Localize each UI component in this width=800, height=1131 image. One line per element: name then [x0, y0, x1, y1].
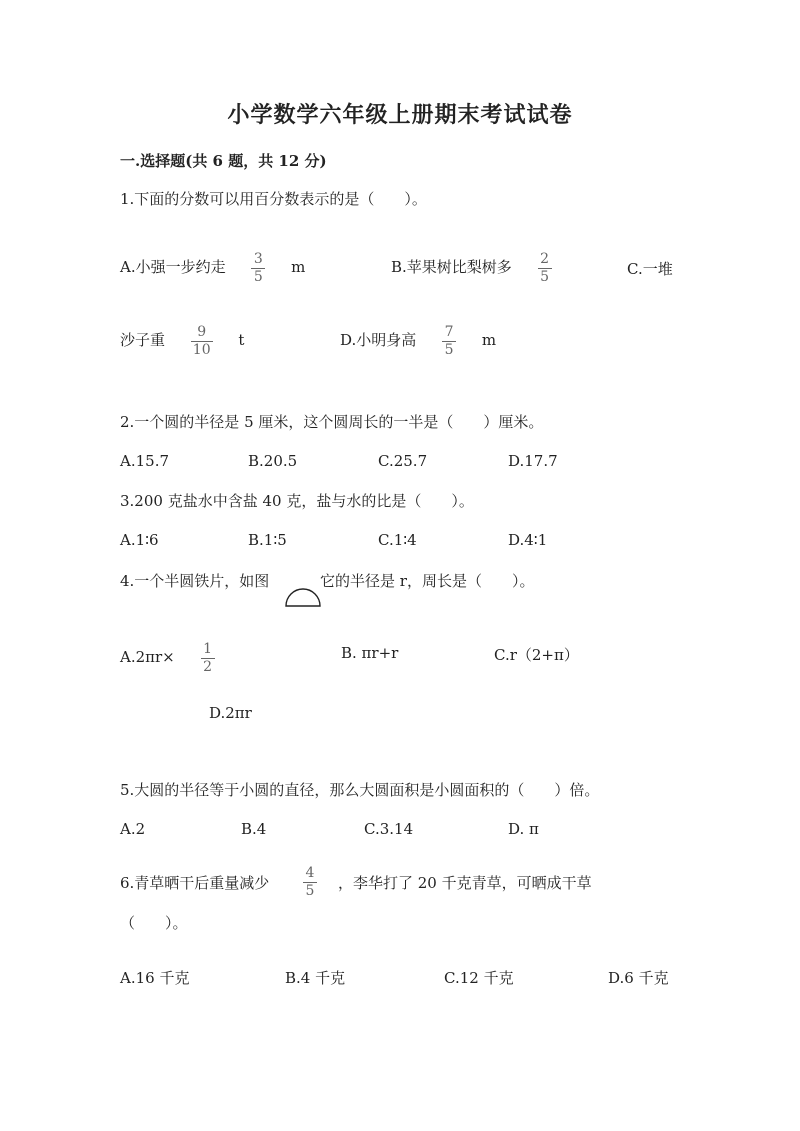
- q1-option-d-denominator: 5: [444, 341, 454, 358]
- q5-option-b[interactable]: B.4: [241, 820, 267, 838]
- q1-option-b-fraction: [539, 252, 551, 284]
- page-title: 小学数学六年级上册期末考试试卷: [227, 102, 573, 128]
- q1-option-b-label: B.苹果树比梨树多: [391, 258, 512, 277]
- q1-option-c-denominator: 10: [192, 341, 211, 358]
- q1-option-b-denominator: 5: [540, 268, 550, 285]
- q4-option-c[interactable]: C.r（2+π）: [494, 646, 579, 664]
- q1-option-a-denominator: 5: [253, 268, 263, 285]
- q3-option-c[interactable]: C.1∶4: [378, 531, 417, 549]
- q6-fraction: [304, 866, 316, 898]
- q1-option-c-fraction: [192, 325, 212, 357]
- q1-option-d-numerator: 7: [444, 324, 454, 340]
- q3-option-b[interactable]: B.1∶5: [248, 531, 287, 549]
- q6-option-a[interactable]: A.16 千克: [120, 969, 190, 987]
- q4-option-d[interactable]: D.2πr: [209, 704, 252, 722]
- q4-stem-part2: 它的半径是 r，周长是（ ）。: [320, 572, 535, 590]
- q4-stem-part1: 4.一个半圆铁片，如图: [120, 572, 270, 590]
- q2-option-a[interactable]: A.15.7: [120, 452, 169, 470]
- q1-option-b-numerator: 2: [540, 251, 550, 267]
- q1-option-d-label: D.小明身高: [340, 331, 417, 350]
- q4-option-b[interactable]: B. πr+r: [341, 644, 399, 662]
- q4-option-a-fraction: [202, 642, 214, 674]
- q3-option-a[interactable]: A.1∶6: [120, 531, 159, 549]
- q6-stem-part1: 6.青草晒干后重量减少: [120, 874, 270, 892]
- q6-option-d[interactable]: D.6 千克: [608, 969, 669, 987]
- section-heading: 一.选择题(共 6 题，共 12 分): [120, 152, 327, 170]
- q1-option-a[interactable]: [120, 252, 305, 284]
- q1-option-a-fraction: [252, 252, 264, 284]
- q1-option-a-label: A.小强一步约走: [120, 258, 226, 277]
- q1-option-c-continued[interactable]: [120, 325, 244, 357]
- q1-option-d-fraction: [443, 325, 455, 357]
- q5-stem: 5.大圆的半径等于小圆的直径，那么大圆面积是小圆面积的（ ）倍。: [120, 781, 600, 799]
- q5-option-c[interactable]: C.3.14: [364, 820, 414, 838]
- q3-stem: 3.200 克盐水中含盐 40 克，盐与水的比是（ ）。: [120, 492, 474, 510]
- q6-option-c[interactable]: C.12 千克: [444, 969, 514, 987]
- q2-stem: 2.一个圆的半径是 5 厘米，这个圆周长的一半是（ ）厘米。: [120, 413, 544, 431]
- q2-option-b[interactable]: B.20.5: [248, 452, 298, 470]
- q5-option-d[interactable]: D. π: [508, 820, 539, 838]
- q5-option-a[interactable]: A.2: [120, 820, 146, 838]
- q4-option-a[interactable]: [120, 642, 214, 674]
- q6-numerator: 4: [305, 865, 315, 881]
- q1-option-a-numerator: 3: [253, 251, 263, 267]
- q1-option-d[interactable]: [340, 325, 496, 357]
- q1-option-a-unit: m: [291, 258, 306, 277]
- semicircle-figure: [284, 586, 322, 608]
- q2-option-c[interactable]: C.25.7: [378, 452, 428, 470]
- q6-stem-part2: ，李华打了 20 千克青草，可晒成干草: [338, 874, 592, 892]
- q6-stem-part3: （ ）。: [120, 914, 188, 932]
- q6-option-b[interactable]: B.4 千克: [285, 969, 346, 987]
- q2-option-d[interactable]: D.17.7: [508, 452, 558, 470]
- q1-option-c-numerator: 9: [197, 324, 207, 340]
- q4-option-a-numerator: 1: [203, 641, 212, 657]
- q6-denominator: 5: [305, 882, 315, 899]
- q1-option-c-label[interactable]: C.一堆: [627, 260, 673, 278]
- q1-stem: 1.下面的分数可以用百分数表示的是（ ）。: [120, 190, 427, 208]
- q4-option-a-label: A.2πr×: [120, 648, 175, 667]
- q1-option-c-label2: 沙子重: [120, 331, 166, 350]
- q1-option-d-unit: m: [481, 331, 497, 350]
- q3-option-d[interactable]: D.4∶1: [508, 531, 548, 549]
- q4-option-a-denominator: 2: [203, 658, 212, 675]
- q1-option-b[interactable]: [391, 252, 551, 284]
- q1-option-c-unit: t: [238, 331, 245, 350]
